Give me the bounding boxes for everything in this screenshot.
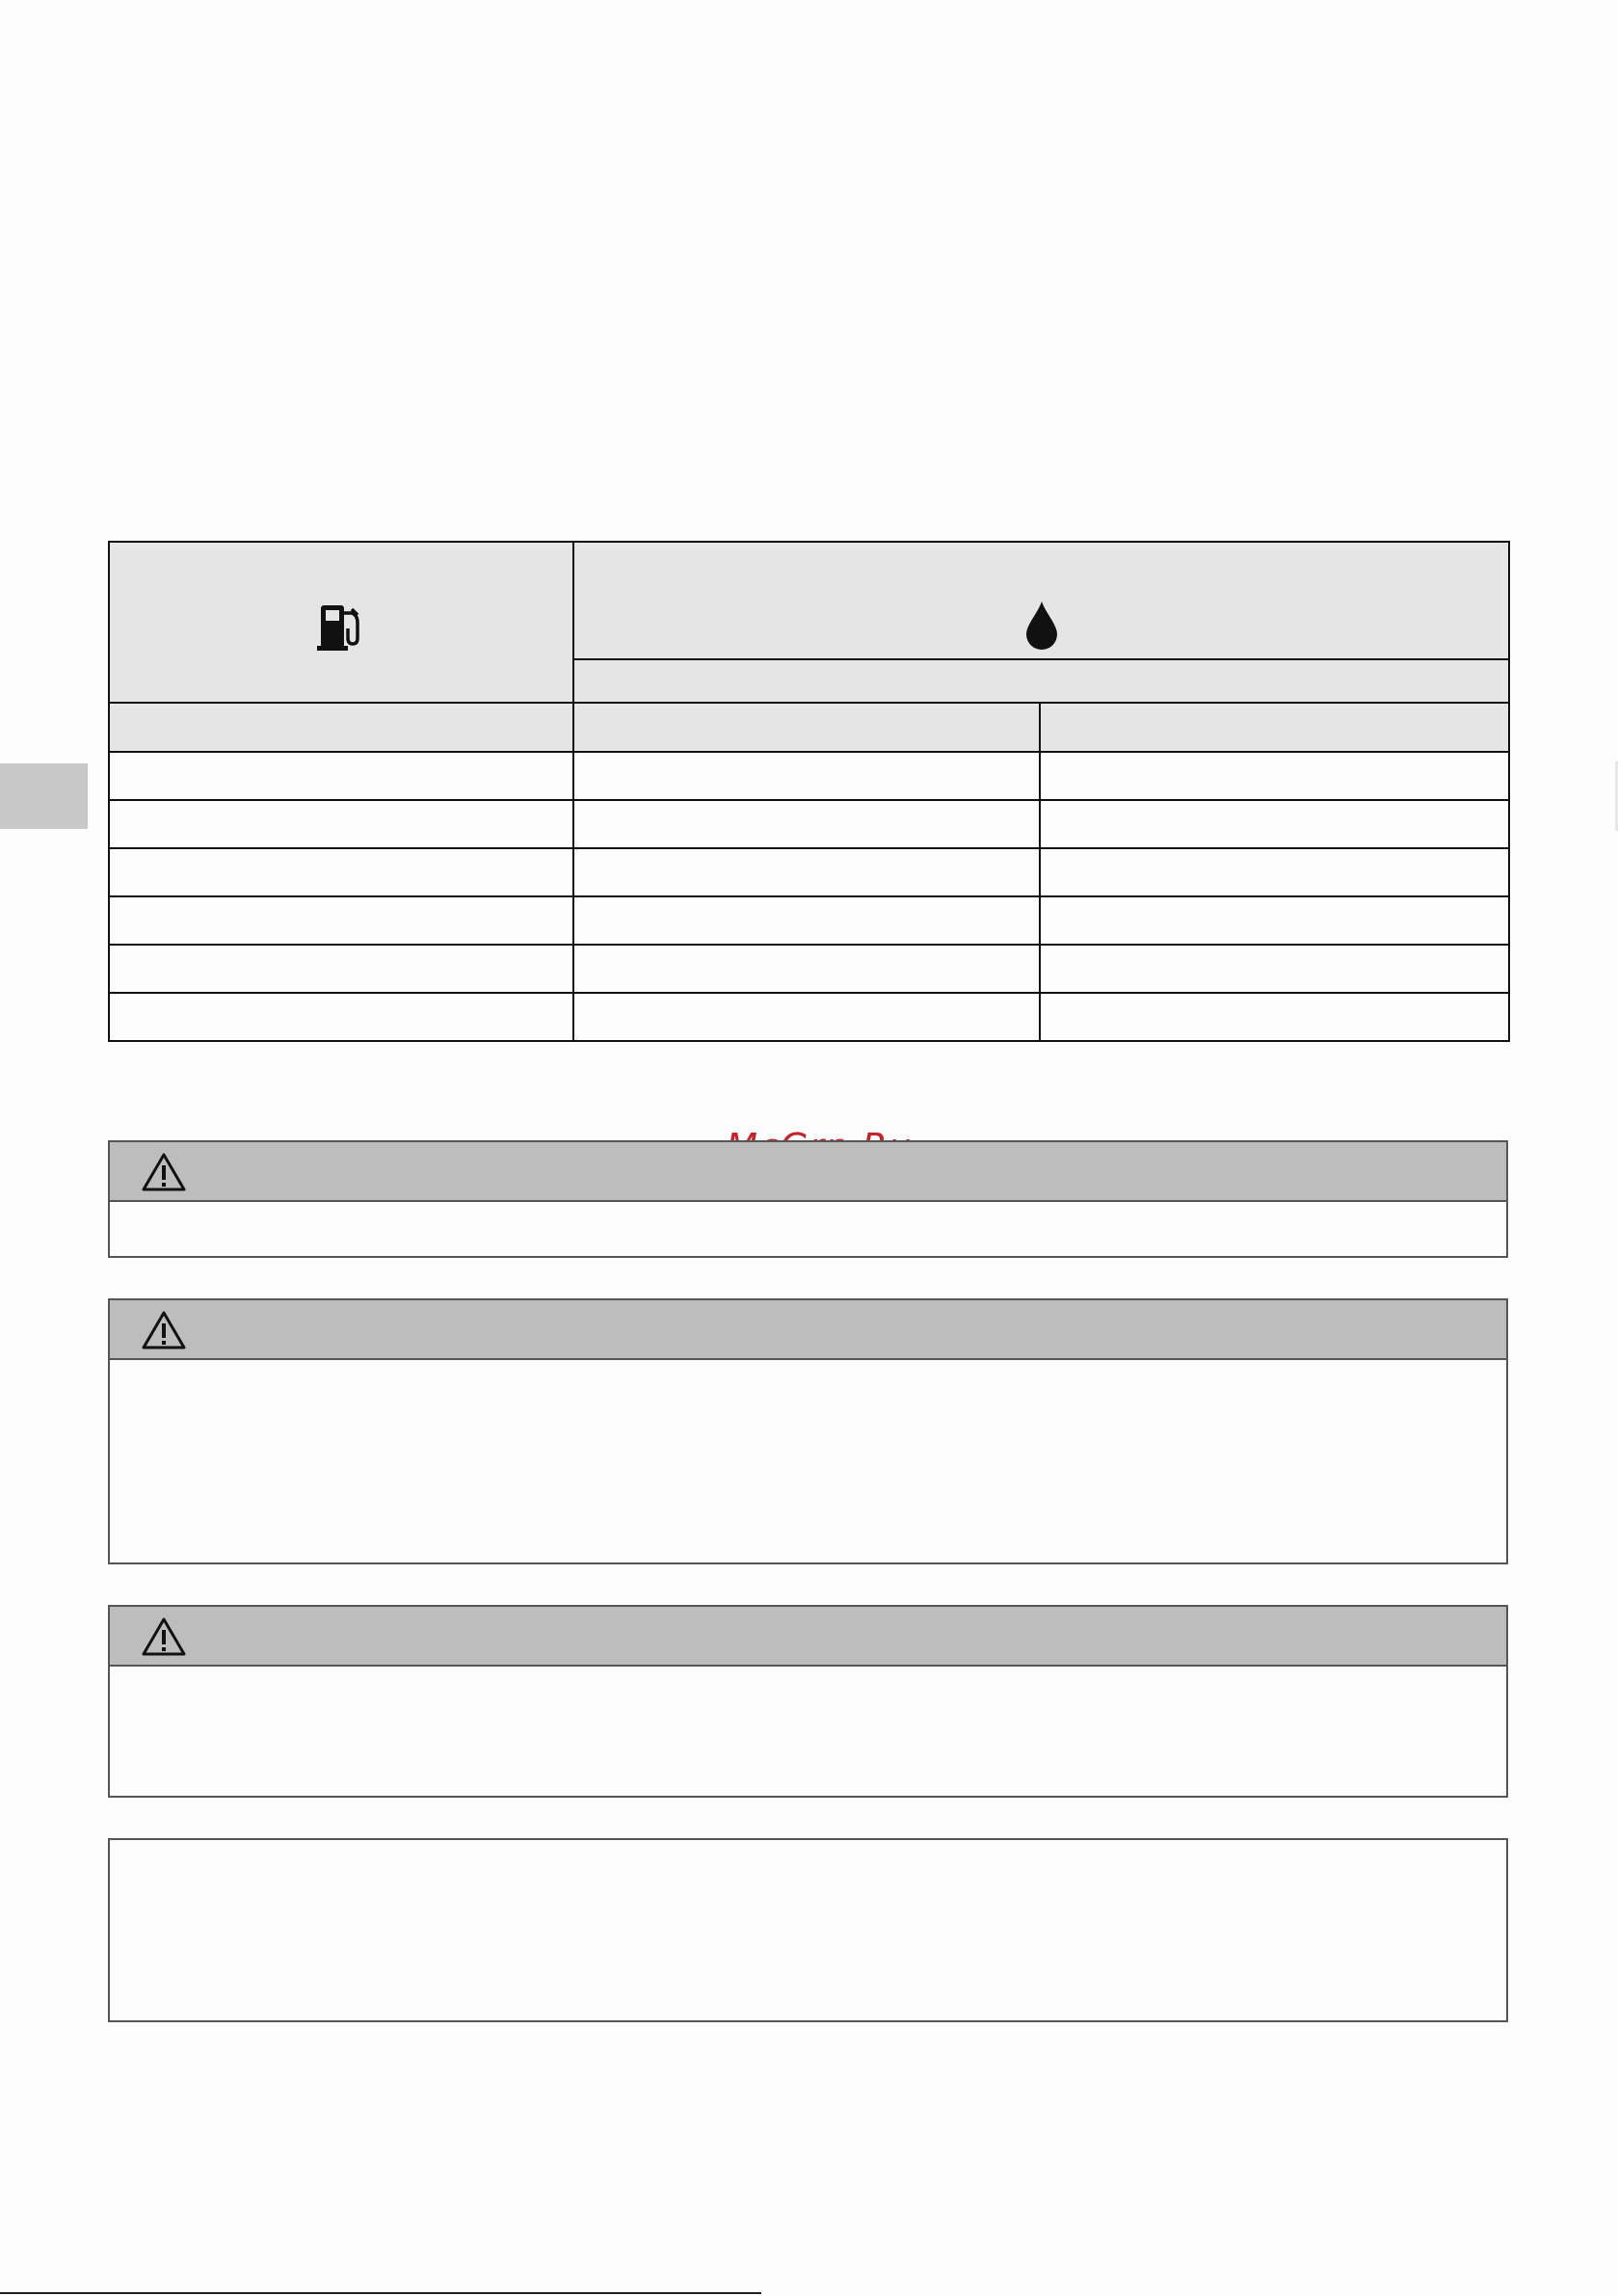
table-cell xyxy=(109,848,573,896)
column-header-1 xyxy=(109,703,573,752)
table-cell xyxy=(109,896,573,945)
table-row xyxy=(109,993,1509,1041)
table-cell xyxy=(573,945,1040,993)
fuel-oil-table xyxy=(108,541,1510,1042)
table-cell xyxy=(109,752,573,800)
table-cell xyxy=(1040,945,1509,993)
table-cell xyxy=(573,752,1040,800)
table-cell xyxy=(1040,848,1509,896)
fuel-header-cell xyxy=(109,542,573,703)
table-cell xyxy=(573,993,1040,1041)
table-cell xyxy=(573,848,1040,896)
table-cell xyxy=(109,945,573,993)
table-cell xyxy=(1040,752,1509,800)
fuel-pump-icon xyxy=(315,601,367,654)
table-cell xyxy=(1040,896,1509,945)
warning-box xyxy=(108,1298,1508,1564)
footer-rule xyxy=(0,2292,761,2294)
table-cell xyxy=(1040,800,1509,848)
table-cell xyxy=(1040,993,1509,1041)
section-side-tab xyxy=(0,763,88,829)
table-cell xyxy=(573,896,1040,945)
warning-header xyxy=(110,1607,1506,1667)
table-row xyxy=(109,800,1509,848)
oil-drop-icon xyxy=(1024,600,1059,650)
table-row xyxy=(109,848,1509,896)
note-box xyxy=(108,1838,1508,2022)
table-row xyxy=(109,752,1509,800)
column-header-2 xyxy=(573,703,1040,752)
oil-header-cell xyxy=(573,542,1509,659)
warning-box xyxy=(108,1140,1508,1258)
warning-triangle-icon xyxy=(141,1310,187,1350)
warning-triangle-icon xyxy=(141,1152,187,1192)
warning-box xyxy=(108,1605,1508,1798)
oil-subheader-cell xyxy=(573,659,1509,703)
warning-header xyxy=(110,1300,1506,1360)
table-cell xyxy=(109,800,573,848)
table-row xyxy=(109,896,1509,945)
table-row xyxy=(109,945,1509,993)
column-header-3 xyxy=(1040,703,1509,752)
warning-header xyxy=(110,1142,1506,1202)
table-cell xyxy=(109,993,573,1041)
table-cell xyxy=(573,800,1040,848)
warning-triangle-icon xyxy=(141,1616,187,1657)
